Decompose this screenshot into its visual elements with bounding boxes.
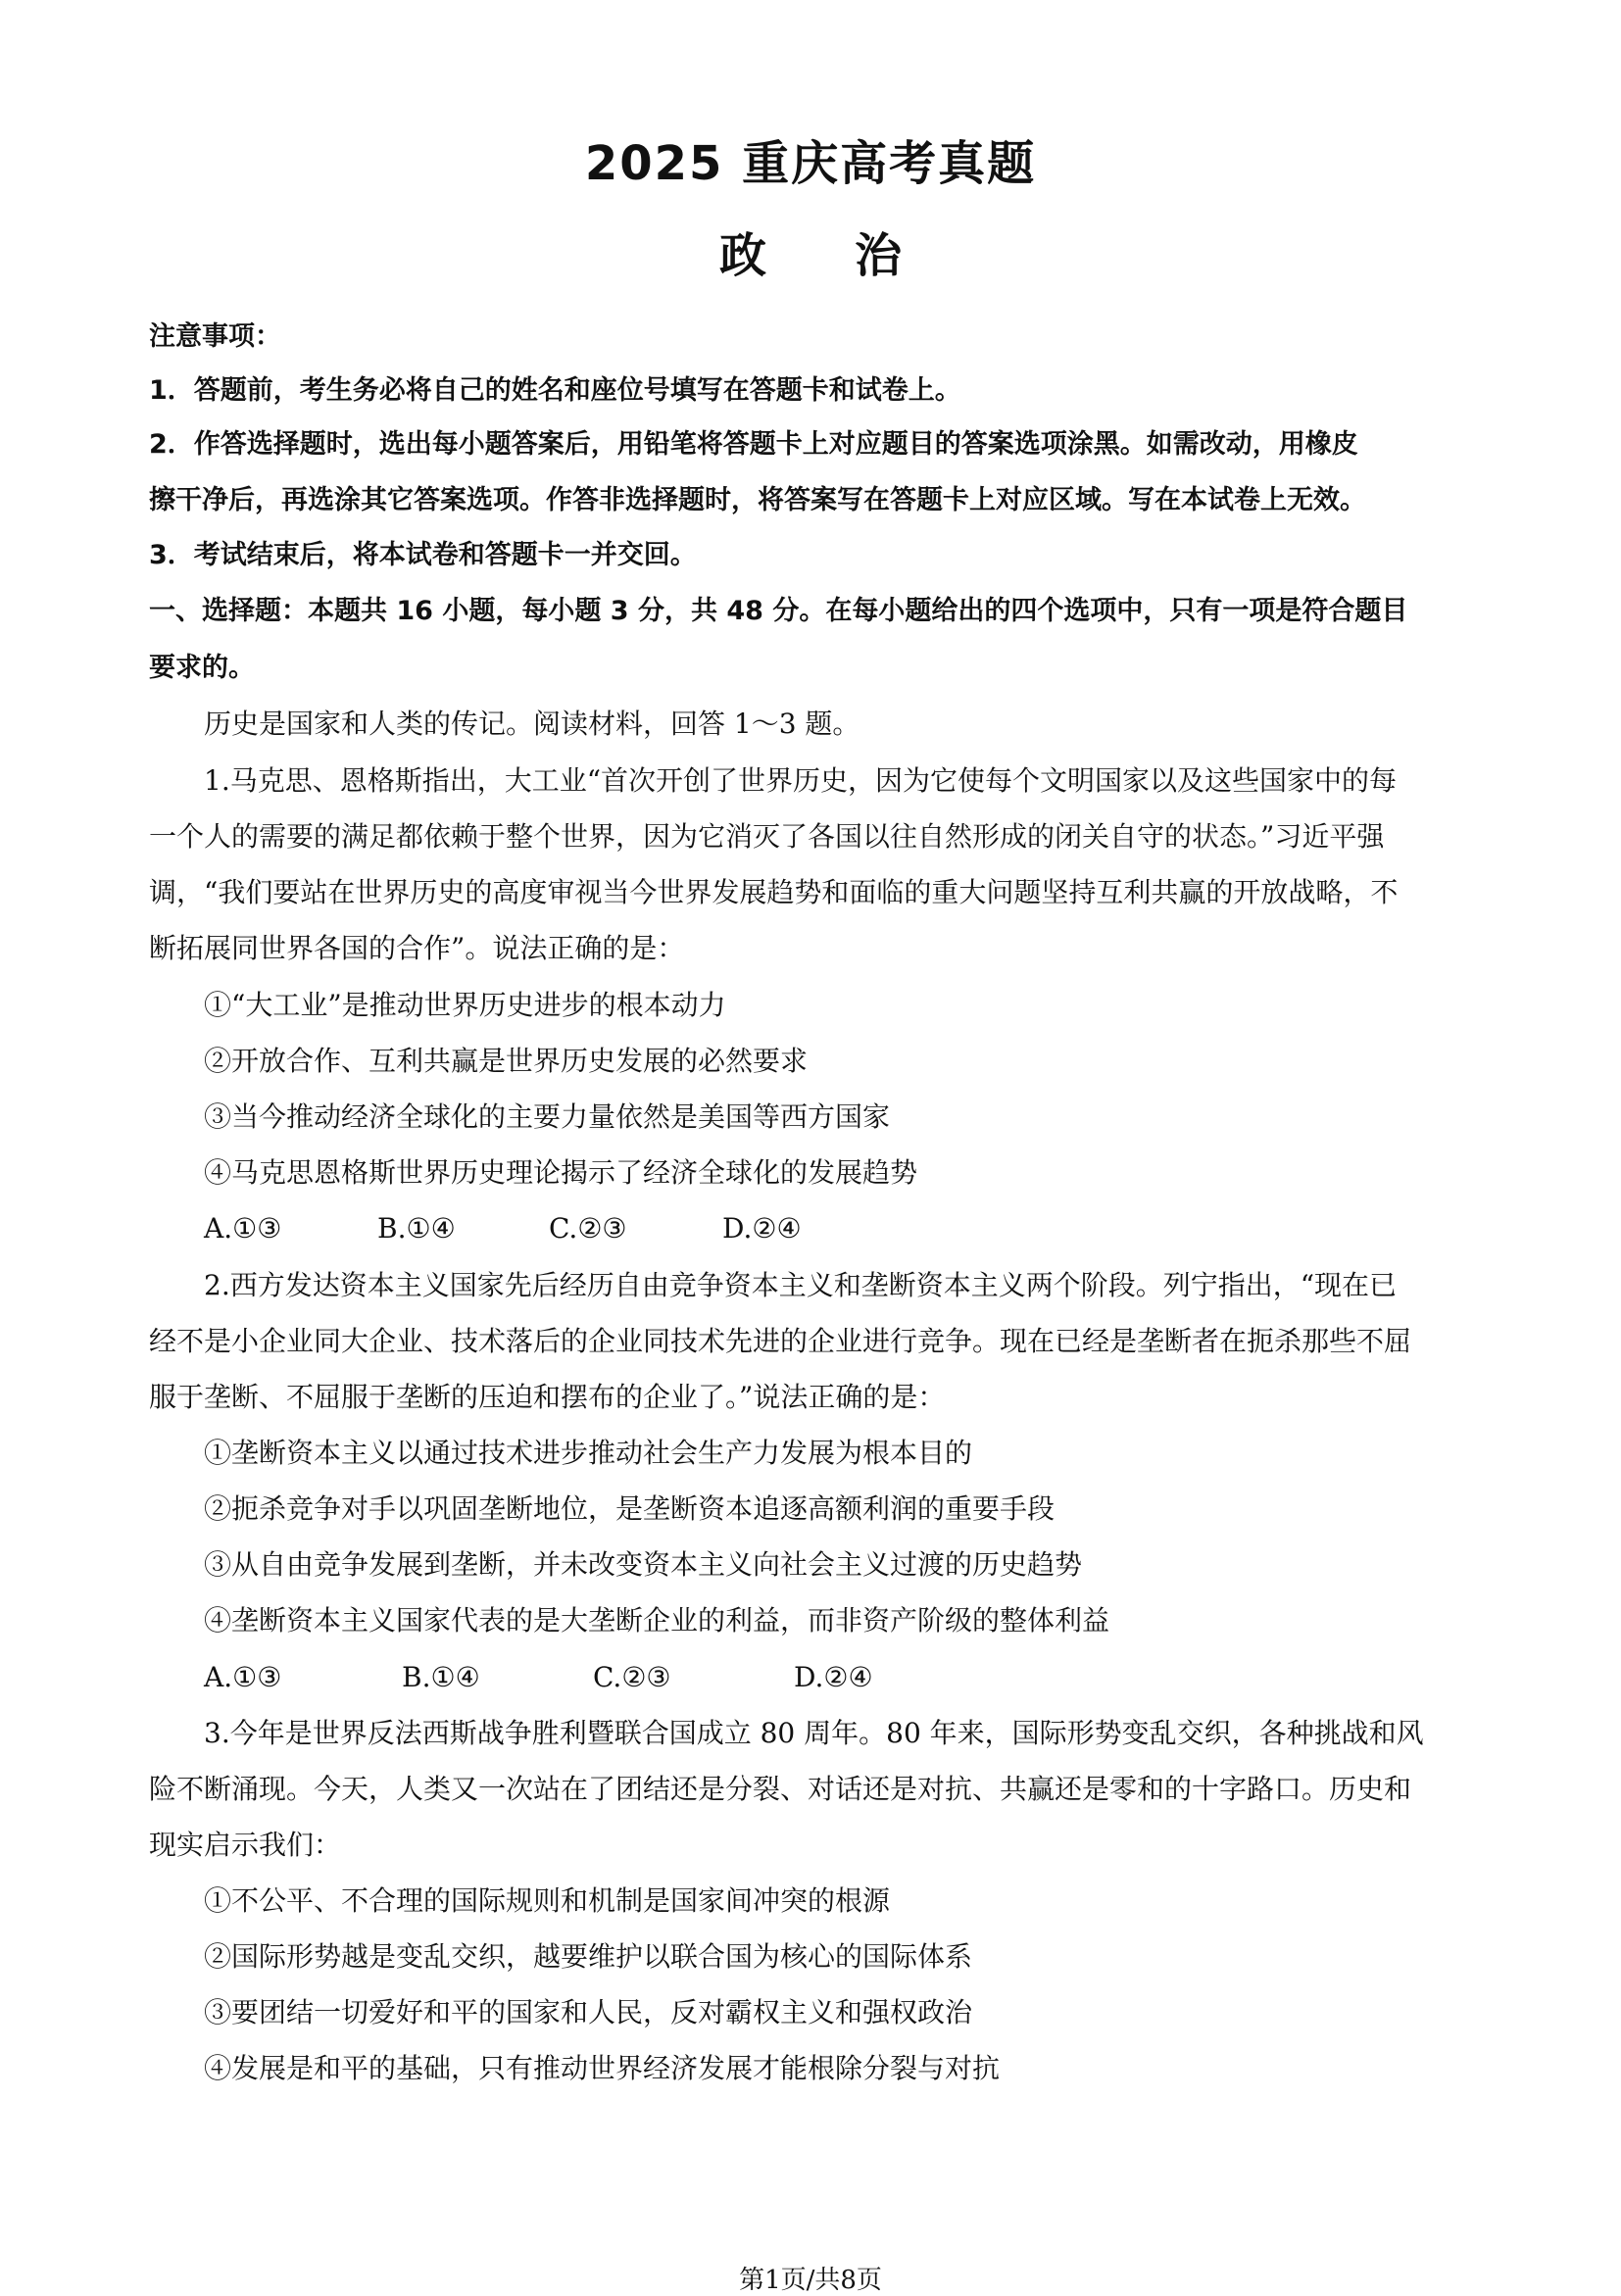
exam-title: 2025 重庆高考真题	[584, 136, 1037, 191]
question-1-statement: ②开放合作、互利共赢是世界历史发展的必然要求	[204, 1045, 809, 1077]
notice-item: 2．作答选择题时，选出每小题答案后，用铅笔将答题卡上对应题目的答案选项涂黑。如需改动，用橡皮	[149, 429, 1358, 460]
notice-item: 1．答题前，考生务必将自己的姓名和座位号填写在答题卡和试卷上。	[149, 375, 961, 406]
notice-item: 3．考试结束后，将本试卷和答题卡一并交回。	[149, 540, 697, 570]
section-heading-continued: 要求的。	[149, 653, 255, 683]
question-2-statement: ③从自由竞争发展到垄断，并未改变资本主义向社会主义过渡的历史趋势	[204, 1548, 1083, 1581]
question-1-statement: ③当今推动经济全球化的主要力量依然是美国等西方国家	[204, 1100, 891, 1133]
question-3-statement: ②国际形势越是变乱交织，越要维护以联合国为核心的国际体系	[204, 1940, 973, 1973]
question-2-statement: ④垄断资本主义国家代表的是大垄断企业的利益，而非资产阶级的整体利益	[204, 1604, 1110, 1637]
section-heading: 一、选择题：本题共 16 小题，每小题 3 分，共 48 分。在每小题给出的四个选项中，只有一项是符合题目	[149, 596, 1408, 626]
question-1-option-b: B.①④	[377, 1212, 456, 1245]
question-3-statement: ④发展是和平的基础，只有推动世界经济发展才能根除分裂与对抗	[204, 2052, 1001, 2084]
question-2-option-d: D.②④	[794, 1661, 873, 1693]
notice-item-continued: 擦干净后，再选涂其它答案选项。作答非选择题时，将答案写在答题卡上对应区域。写在本试卷上无效。	[149, 485, 1366, 515]
question-3-stem: 3.今年是世界反法西斯战争胜利暨联合国成立 80 周年。80 年来，国际形势变乱交织，各种挑战和风	[204, 1717, 1424, 1749]
question-1-option-c: C.②③	[549, 1212, 627, 1245]
question-1-stem: 一个人的需要的满足都依赖于整个世界，因为它消灭了各国以往自然形成的闭关自守的状态。”习近平强	[149, 820, 1385, 853]
question-3-statement: ③要团结一切爱好和平的国家和人民，反对霸权主义和强权政治	[204, 1996, 973, 2028]
subject-title: 政治	[718, 228, 990, 283]
question-2-statement: ①垄断资本主义以通过技术进步推动社会生产力发展为根本目的	[204, 1437, 973, 1469]
question-1-stem: 1.马克思、恩格斯指出，大工业“首次开创了世界历史，因为它使每个文明国家以及这些国家中的每	[204, 764, 1398, 797]
question-2-stem: 经不是小企业同大企业、技术落后的企业同技术先进的企业进行竞争。现在已经是垄断者在扼杀那些不屈	[149, 1325, 1412, 1357]
question-3-stem: 现实启示我们：	[149, 1829, 342, 1861]
question-2-option-a: A.①③	[204, 1661, 282, 1693]
question-1-statement: ④马克思恩格斯世界历史理论揭示了经济全球化的发展趋势	[204, 1156, 918, 1189]
reading-intro: 历史是国家和人类的传记。阅读材料，回答 1～3 题。	[204, 708, 860, 740]
page-number: 第1页/共8页	[739, 2266, 882, 2295]
question-3-stem: 险不断涌现。今天，人类又一次站在了团结还是分裂、对话还是对抗、共赢还是零和的十字路口。历史和	[149, 1773, 1412, 1805]
question-2-option-c: C.②③	[593, 1661, 671, 1693]
question-2-stem: 服于垄断、不屈服于垄断的压迫和摆布的企业了。”说法正确的是：	[149, 1381, 946, 1413]
question-1-stem: 调，“我们要站在世界历史的高度审视当今世界发展趋势和面临的重大问题坚持互利共赢的开放战略，不	[149, 876, 1399, 908]
notice-heading: 注意事项：	[149, 321, 281, 352]
question-1-option-d: D.②④	[722, 1212, 802, 1245]
question-3-statement: ①不公平、不合理的国际规则和机制是国家间冲突的根源	[204, 1884, 891, 1917]
question-1-option-a: A.①③	[204, 1212, 282, 1245]
question-2-statement: ②扼杀竞争对手以巩固垄断地位，是垄断资本追逐高额利润的重要手段	[204, 1492, 1056, 1525]
question-1-statement: ①“大工业”是推动世界历史进步的根本动力	[204, 989, 726, 1021]
question-1-stem: 断拓展同世界各国的合作”。说法正确的是：	[149, 932, 685, 964]
question-2-stem: 2.西方发达资本主义国家先后经历自由竞争资本主义和垄断资本主义两个阶段。列宁指出，“现在已	[204, 1269, 1398, 1301]
question-2-option-b: B.①④	[402, 1661, 480, 1693]
